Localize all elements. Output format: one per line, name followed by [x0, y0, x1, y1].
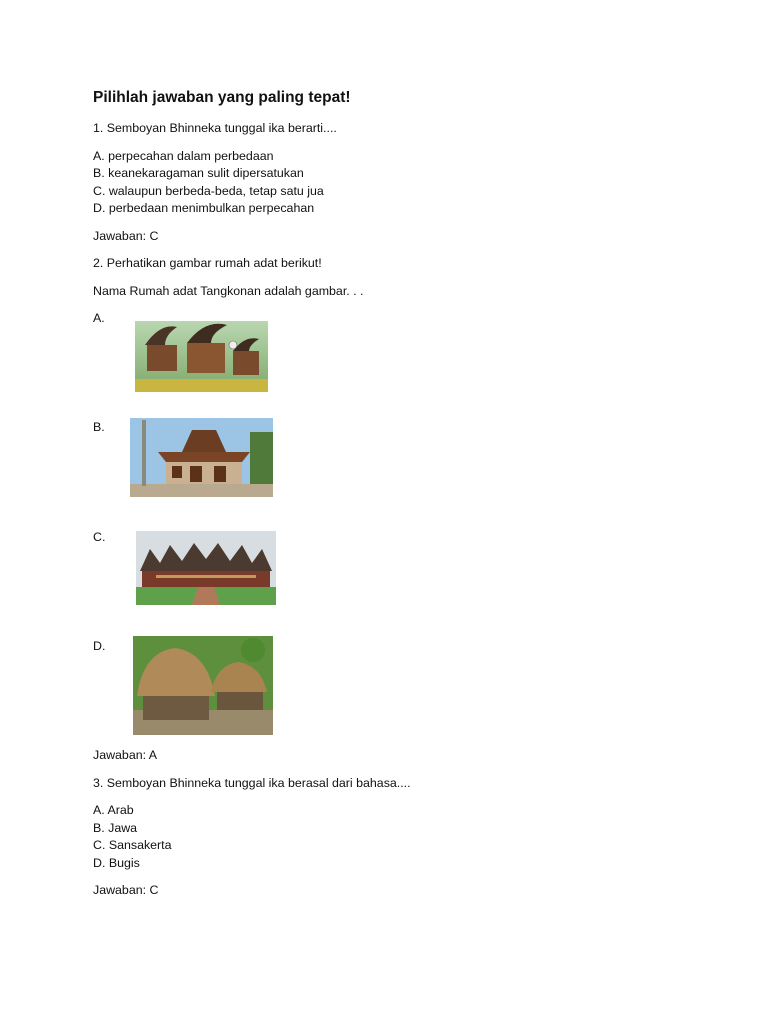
q3-answer: Jawaban: C: [93, 883, 159, 897]
q1-option-c: C. walaupun berbeda-beda, tetap satu jua: [93, 184, 324, 198]
question-1: 1. Semboyan Bhinneka tunggal ika berarti....: [93, 121, 337, 135]
question-3: 3. Semboyan Bhinneka tunggal ika berasal dari bahasa....: [93, 776, 411, 790]
q2-option-c-letter: C.: [93, 530, 106, 544]
q2-prompt: Nama Rumah adat Tangkonan adalah gambar. . .: [93, 284, 364, 298]
q3-option-a: A. Arab: [93, 803, 134, 817]
tongkonan-house-image: [135, 321, 268, 392]
q1-option-a: A. perpecahan dalam perbedaan: [93, 149, 274, 163]
honai-house-image: [133, 636, 273, 735]
q2-answer: Jawaban: A: [93, 748, 158, 762]
q2-option-b-letter: B.: [93, 420, 105, 434]
question-2: 2. Perhatikan gambar rumah adat berikut!: [93, 256, 322, 270]
gadang-house-image: [136, 531, 276, 605]
q2-option-d-letter: D.: [93, 639, 106, 653]
q1-answer: Jawaban: C: [93, 229, 159, 243]
q3-option-d: D. Bugis: [93, 856, 140, 870]
q1-option-d: D. perbedaan menimbulkan perpecahan: [93, 201, 315, 215]
q3-option-b: B. Jawa: [93, 821, 138, 835]
q3-option-c: C. Sansakerta: [93, 838, 172, 852]
page-title: Pilihlah jawaban yang paling tepat!: [93, 89, 351, 106]
joglo-house-image: [130, 418, 273, 497]
q2-option-a-letter: A.: [93, 311, 105, 325]
q1-option-b: B. keanekaragaman sulit dipersatukan: [93, 166, 304, 180]
